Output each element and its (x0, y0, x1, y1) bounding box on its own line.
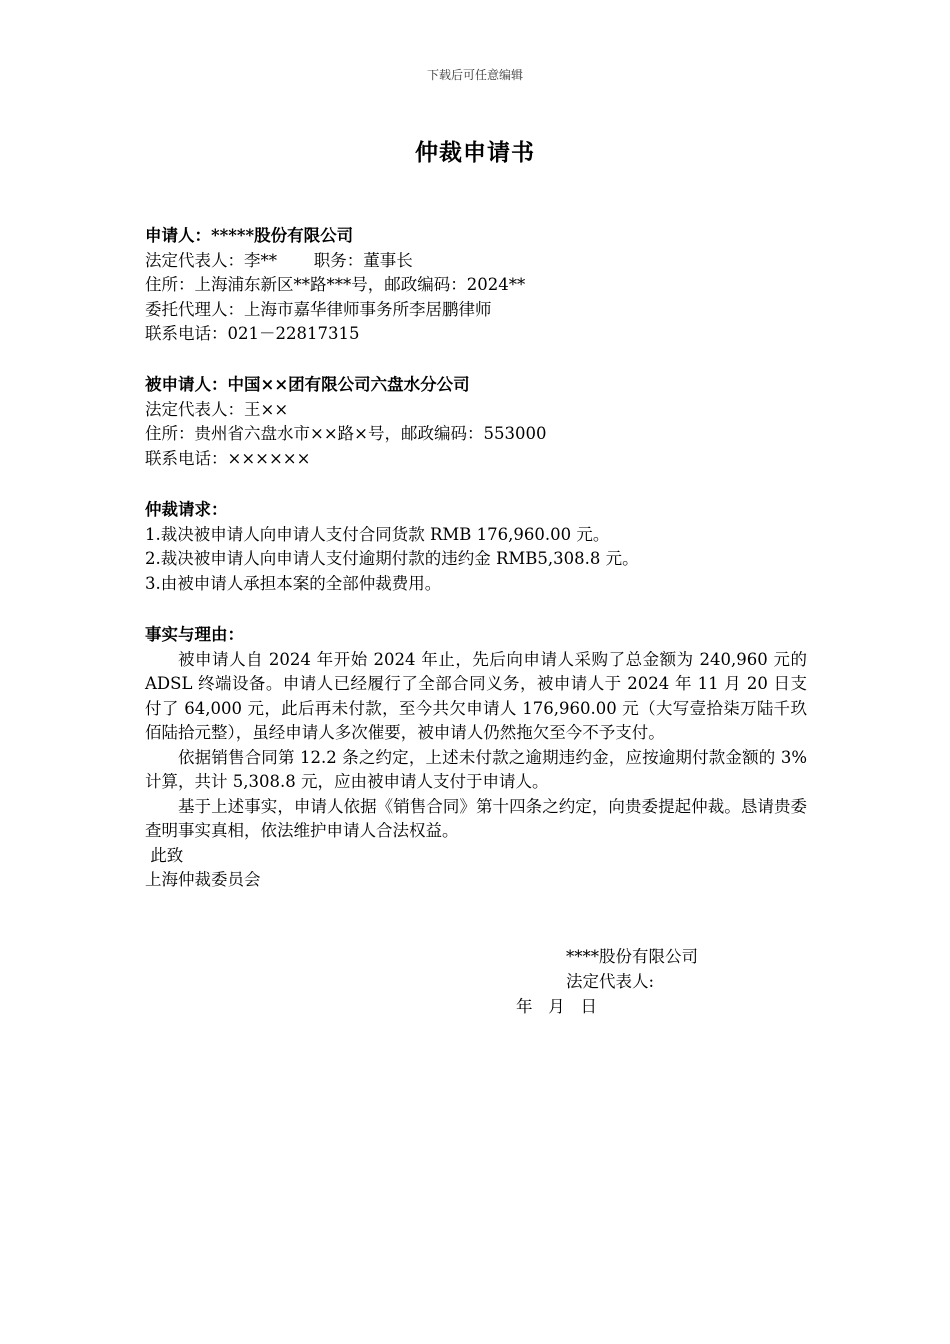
request-item: 2.裁决被申请人向申请人支付逾期付款的违约金 RMB5,308.8 元。 (145, 549, 639, 568)
respondent-section (145, 373, 807, 471)
document-title: 仲裁申请书 (415, 139, 535, 166)
facts-paragraph: 基于上述事实，申请人依据《销售合同》第十四条之约定，向贵委提起仲裁。恳请贵委查明事实真相，依法维护申请人合法权益。 (145, 796, 807, 840)
header-note: 下载后可任意编辑 (426, 68, 523, 82)
facts-heading: 事实与理由： (145, 625, 244, 644)
request-item: 3.由被申请人承担本案的全部仲裁费用。 (145, 573, 442, 593)
facts-section (145, 623, 807, 893)
requests-heading: 仲裁请求： (145, 500, 228, 519)
applicant-address: 住所：上海浦东新区**路***号，邮政编码：2024** (145, 275, 526, 294)
respondent-phone: 联系电话：×××××× (145, 448, 311, 468)
respondent-legal-rep: 法定代表人：王×× (145, 399, 289, 419)
signature-date: 年 月 日 (516, 997, 597, 1016)
applicant-phone: 联系电话：021－22817315 (145, 324, 360, 343)
facts-paragraph: 被申请人自 2024 年开始 2024 年止，先后向申请人采购了总金额为 240,960 元的 ADSL 终端设备。申请人已经履行了全部合同义务，被申请人于 2024 年 11 月 20 日支付了 64,000 元，此后再未付款，至今共欠申请人 176,960.00 元（大写壹拾柒万陆千玖佰陆拾元整），虽经申请人多次催要，被申请人仍然拖欠至今不予支付。 (145, 649, 807, 742)
respondent-address: 住所：贵州省六盘水市××路×号，邮政编码：553000 (145, 424, 547, 443)
applicant-legal-rep: 法定代表人：李** 职务：董事长 (145, 250, 413, 270)
respondent-heading: 被申请人：中国××团有限公司六盘水分公司 (145, 375, 470, 394)
signature-legal-rep: 法定代表人: (566, 972, 655, 991)
facts-paragraph: 依据销售合同第 12.2 条之约定，上述未付款之逾期违约金，应按逾期付款金额的 3%计算，共计 5,308.8 元，应由被申请人支付于申请人。 (145, 747, 807, 791)
closing-salutation: 此致 (145, 845, 184, 865)
applicant-heading: 申请人：*****股份有限公司 (145, 226, 354, 245)
request-item: 1.裁决被申请人向申请人支付合同货款 RMB 176,960.00 元。 (145, 524, 610, 544)
applicant-section (145, 224, 807, 347)
closing-recipient: 上海仲裁委员会 (145, 870, 261, 889)
requests-section (145, 498, 807, 596)
applicant-agent: 委托代理人：上海市嘉华律师事务所李居鹏律师 (145, 299, 492, 319)
signature-company: ****股份有限公司 (566, 947, 698, 966)
